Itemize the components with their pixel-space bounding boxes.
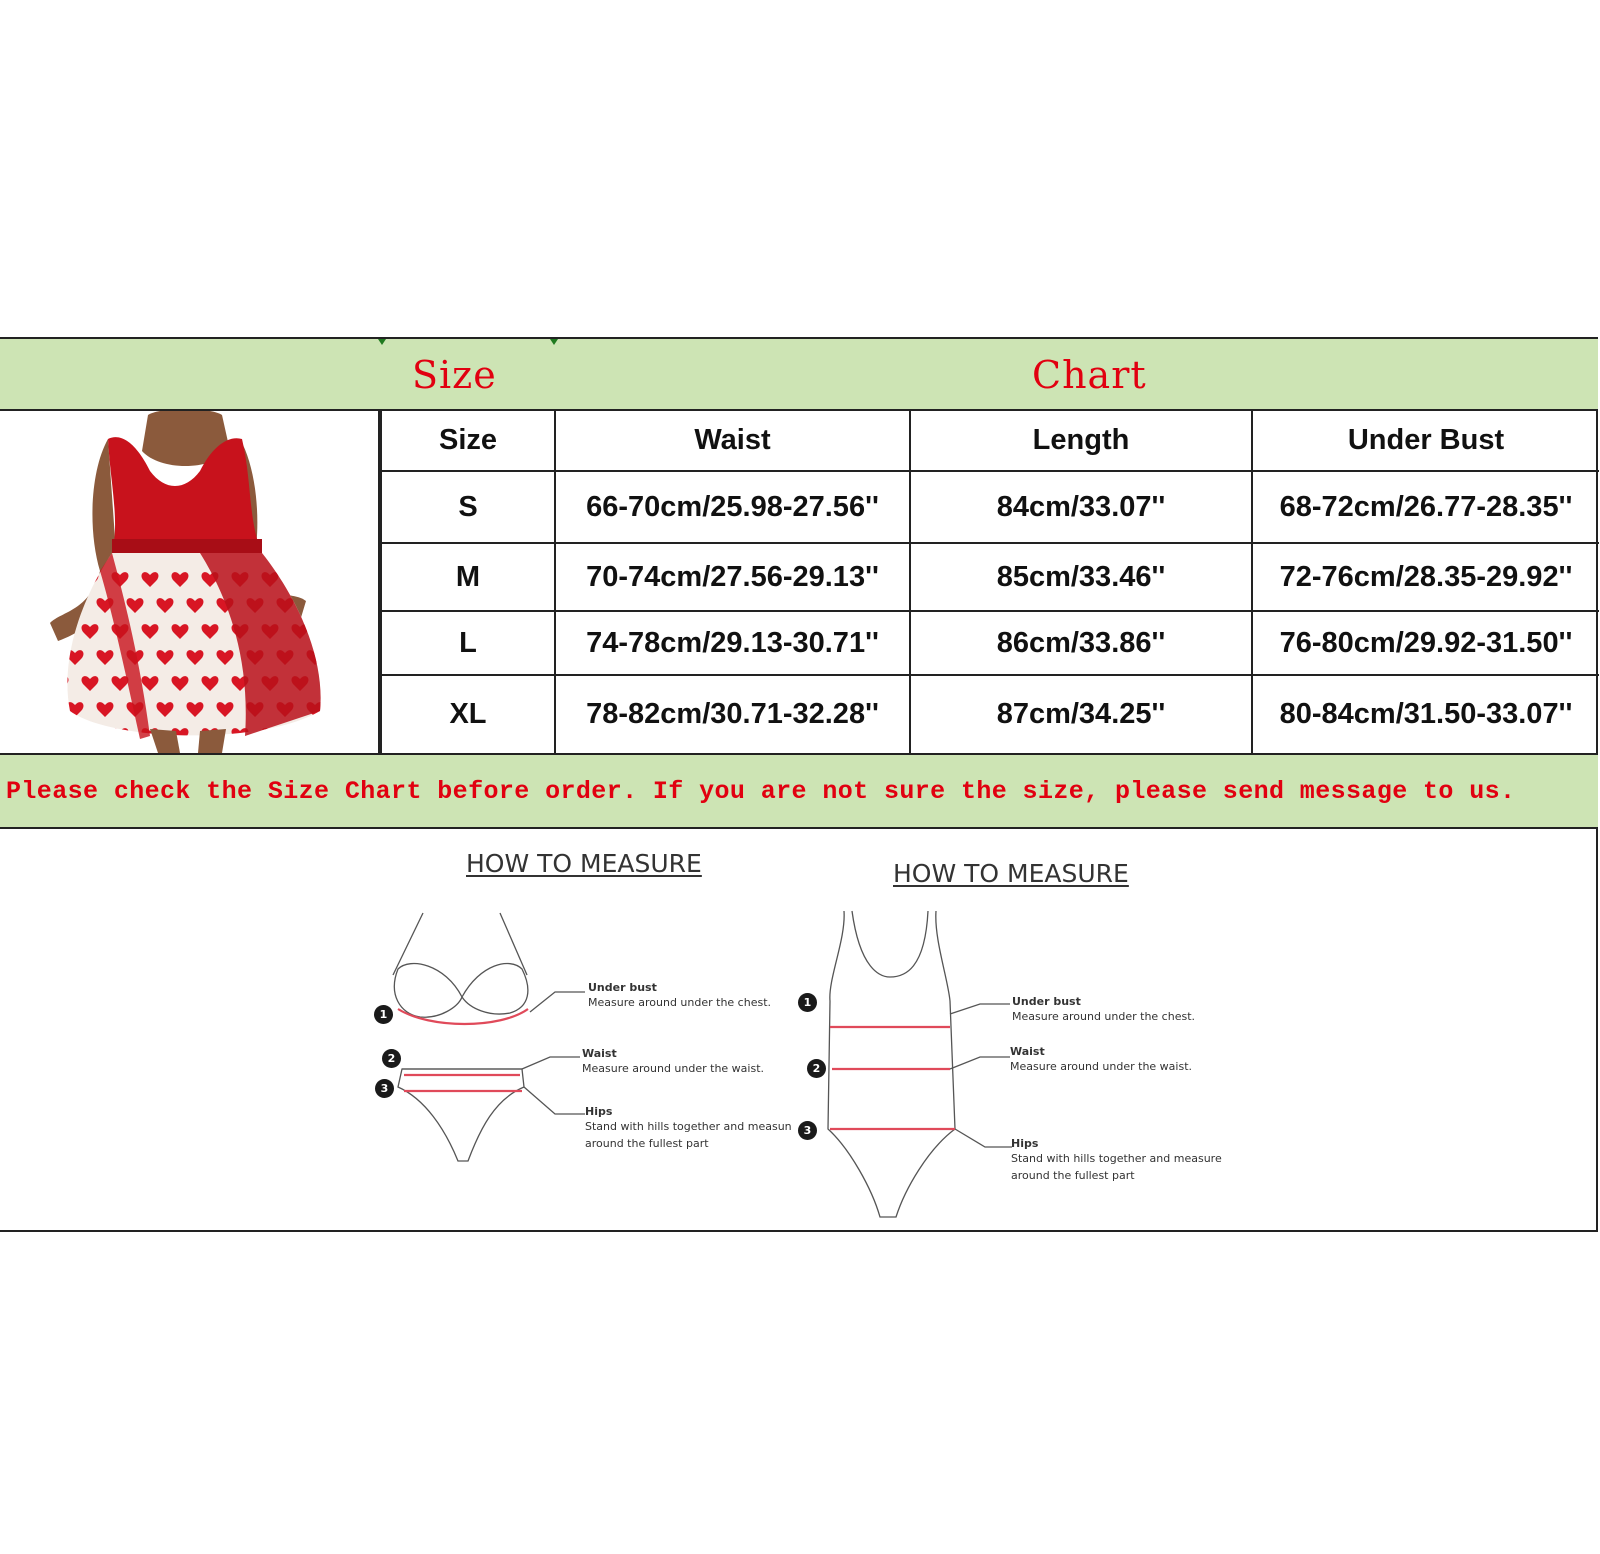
heart-print xyxy=(82,728,99,743)
how-to-measure-heading-left: HOW TO MEASURE xyxy=(466,849,702,878)
cell-under-bust: 68-72cm/26.77-28.35'' xyxy=(1252,471,1599,543)
dress-illustration xyxy=(0,411,378,753)
size-chart-banner xyxy=(0,339,1598,411)
hips-label-right: Hips Stand with hills together and measure around the fullest part xyxy=(1011,1137,1222,1182)
corner-mark xyxy=(550,339,558,345)
size-chart-sheet xyxy=(0,337,1598,1232)
cell-length: 87cm/34.25'' xyxy=(910,675,1252,753)
heart-print xyxy=(52,728,69,743)
heart-print xyxy=(112,728,129,743)
size-table xyxy=(380,411,1599,753)
step-badge: 1 xyxy=(798,993,817,1012)
table-row xyxy=(381,471,1599,543)
table-row xyxy=(381,611,1599,675)
cell-waist: 66-70cm/25.98-27.56'' xyxy=(555,471,910,543)
step-badge: 2 xyxy=(382,1049,401,1068)
heart-print xyxy=(292,728,309,743)
step-badge: 1 xyxy=(374,1005,393,1024)
banner-chart-word: Chart xyxy=(1032,353,1147,397)
heart-print xyxy=(262,728,279,743)
table-row xyxy=(381,675,1599,753)
cell-waist: 70-74cm/27.56-29.13'' xyxy=(555,543,910,611)
heart-print xyxy=(307,598,324,613)
under-bust-label-left: Under bust Measure around under the chest. xyxy=(588,981,772,1009)
cell-size: XL xyxy=(381,675,555,753)
cell-waist: 74-78cm/29.13-30.71'' xyxy=(555,611,910,675)
cell-length: 86cm/33.86'' xyxy=(910,611,1252,675)
cell-under-bust: 76-80cm/29.92-31.50'' xyxy=(1252,611,1599,675)
step-badge: 3 xyxy=(798,1121,817,1140)
cell-size: S xyxy=(381,471,555,543)
table-row xyxy=(381,543,1599,611)
cell-length: 85cm/33.46'' xyxy=(910,543,1252,611)
under-bust-label-right: Under bust Measure around under the chest. xyxy=(1012,995,1196,1023)
header-waist: Waist xyxy=(555,411,910,471)
header-length: Length xyxy=(910,411,1252,471)
heart-print xyxy=(52,676,69,691)
corner-mark xyxy=(378,339,386,345)
notice-banner xyxy=(0,753,1598,829)
header-under-bust: Under Bust xyxy=(1252,411,1599,471)
step-badge: 3 xyxy=(375,1079,394,1098)
cell-under-bust: 72-76cm/28.35-29.92'' xyxy=(1252,543,1599,611)
heart-print xyxy=(292,572,309,587)
product-photo xyxy=(0,411,380,753)
cell-under-bust: 80-84cm/31.50-33.07'' xyxy=(1252,675,1599,753)
hips-label-left: Hips Stand with hills together and measun around the fullest part xyxy=(585,1105,792,1150)
how-to-measure-section xyxy=(0,829,1598,1230)
measure-diagrams xyxy=(0,829,1598,1230)
waist-label-left: Waist Measure around under the waist. xyxy=(582,1047,765,1075)
cell-size: L xyxy=(381,611,555,675)
notice-text: Please check the Size Chart before order. If you are not sure the size, please send message to us. xyxy=(6,777,1516,806)
banner-size-word: Size xyxy=(412,353,497,397)
step-badge: 2 xyxy=(807,1059,826,1078)
cell-length: 84cm/33.07'' xyxy=(910,471,1252,543)
table-header-row xyxy=(381,411,1599,471)
cell-waist: 78-82cm/30.71-32.28'' xyxy=(555,675,910,753)
waist-label-right: Waist Measure around under the waist. xyxy=(1010,1045,1193,1073)
header-size: Size xyxy=(381,411,555,471)
cell-size: M xyxy=(381,543,555,611)
heart-print xyxy=(52,572,69,587)
how-to-measure-heading-right: HOW TO MEASURE xyxy=(893,859,1129,888)
